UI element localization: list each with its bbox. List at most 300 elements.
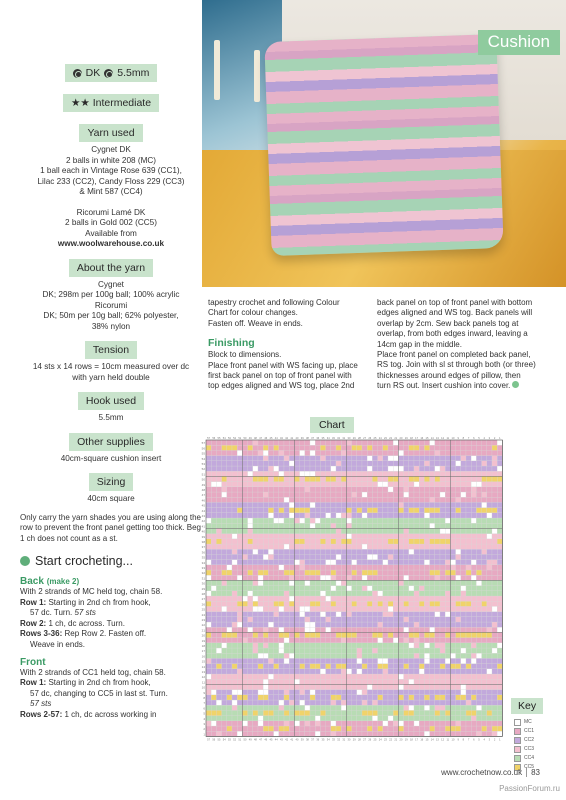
chart-cell bbox=[232, 690, 237, 695]
chart-cell bbox=[492, 539, 497, 544]
chart-cell bbox=[362, 523, 367, 528]
chart-cell bbox=[315, 679, 320, 684]
chart-cell bbox=[471, 627, 476, 632]
chart-cell bbox=[227, 627, 232, 632]
chart-cell bbox=[216, 664, 221, 669]
chart-cell bbox=[357, 450, 362, 455]
chart-cell bbox=[497, 606, 502, 611]
chart-cell bbox=[487, 560, 492, 565]
chart-cell bbox=[497, 466, 502, 471]
chart-cell bbox=[367, 586, 372, 591]
chart-cell bbox=[211, 632, 216, 637]
chart-cell bbox=[268, 669, 273, 674]
chart-cell bbox=[268, 523, 273, 528]
chart-cell bbox=[227, 523, 232, 528]
chart-cell bbox=[258, 617, 263, 622]
chart-cell bbox=[487, 534, 492, 539]
text-line: RS tog. Join with sl st through both (or three) bbox=[377, 360, 536, 370]
chart-cell bbox=[248, 601, 253, 606]
chart-cell bbox=[471, 445, 476, 450]
chart-cell bbox=[263, 523, 268, 528]
chart-cell bbox=[274, 466, 279, 471]
chart-cell bbox=[456, 674, 461, 679]
chart-cell bbox=[336, 575, 341, 580]
chart-cell bbox=[341, 643, 346, 648]
chart-cell bbox=[305, 440, 310, 445]
chart-cell bbox=[456, 440, 461, 445]
chart-cell bbox=[424, 648, 429, 653]
chart-cell bbox=[409, 476, 414, 481]
chart-cell bbox=[393, 518, 398, 523]
chart-cell bbox=[289, 586, 294, 591]
chart-cell bbox=[430, 664, 435, 669]
chart-cell bbox=[336, 560, 341, 565]
chart-cell bbox=[326, 575, 331, 580]
chart-cell bbox=[331, 638, 336, 643]
chart-col-label: 18 bbox=[409, 738, 413, 742]
chart-cell bbox=[450, 539, 455, 544]
chart-cell bbox=[279, 565, 284, 570]
chart-cell bbox=[263, 596, 268, 601]
chart-cell bbox=[289, 674, 294, 679]
chart-cell bbox=[450, 674, 455, 679]
chart-cell bbox=[378, 710, 383, 715]
chart-cell bbox=[315, 580, 320, 585]
chart-cell bbox=[414, 560, 419, 565]
chart-cell bbox=[461, 648, 466, 653]
chart-cell bbox=[268, 554, 273, 559]
chart-cell bbox=[430, 528, 435, 533]
chart-cell bbox=[393, 658, 398, 663]
chart-cell bbox=[383, 638, 388, 643]
chart-cell bbox=[320, 492, 325, 497]
chart-cell bbox=[388, 461, 393, 466]
chart-cell bbox=[341, 513, 346, 518]
chart-cell bbox=[336, 471, 341, 476]
chart-cell bbox=[237, 705, 242, 710]
chart-cell bbox=[242, 534, 247, 539]
chart-cell bbox=[346, 653, 351, 658]
chart-cell bbox=[263, 591, 268, 596]
chart-cell bbox=[497, 476, 502, 481]
chart-cell bbox=[492, 632, 497, 637]
chart-cell bbox=[206, 565, 211, 570]
chart-cell bbox=[409, 502, 414, 507]
chart-cell bbox=[242, 632, 247, 637]
chart-cell bbox=[237, 580, 242, 585]
chart-cell bbox=[336, 440, 341, 445]
chart-cell bbox=[227, 674, 232, 679]
chart-cell bbox=[487, 617, 492, 622]
chart-cell bbox=[216, 653, 221, 658]
chart-cell bbox=[315, 591, 320, 596]
chart-cell bbox=[320, 471, 325, 476]
chart-cell bbox=[284, 518, 289, 523]
chart-cell bbox=[430, 476, 435, 481]
chart-cell bbox=[435, 731, 440, 736]
chart-cell bbox=[456, 549, 461, 554]
chart-cell bbox=[352, 508, 357, 513]
chart-cell bbox=[362, 528, 367, 533]
chart-cell bbox=[305, 612, 310, 617]
chart-cell bbox=[435, 684, 440, 689]
chart-cell bbox=[279, 612, 284, 617]
chart-cell bbox=[445, 440, 450, 445]
chart-cell bbox=[404, 617, 409, 622]
site-url[interactable]: www.crochetnow.co.uk bbox=[441, 768, 523, 777]
chart-cell bbox=[305, 539, 310, 544]
chart-cell bbox=[206, 560, 211, 565]
chart-cell bbox=[300, 716, 305, 721]
chart-cell bbox=[284, 695, 289, 700]
chart-cell bbox=[430, 492, 435, 497]
chart-cell bbox=[388, 440, 393, 445]
chart-cell bbox=[466, 658, 471, 663]
chart-cell bbox=[419, 638, 424, 643]
chart-cell bbox=[445, 534, 450, 539]
chart-cell bbox=[487, 492, 492, 497]
chart-cell bbox=[362, 632, 367, 637]
difficulty-badge bbox=[63, 94, 159, 112]
chart-cell bbox=[341, 721, 346, 726]
chart-cell bbox=[471, 606, 476, 611]
chart-cell bbox=[289, 622, 294, 627]
chart-cell bbox=[294, 726, 299, 731]
chart-cell bbox=[409, 560, 414, 565]
chart-cell bbox=[482, 570, 487, 575]
chart-cell bbox=[466, 643, 471, 648]
chart-cell bbox=[242, 544, 247, 549]
chart-cell bbox=[430, 544, 435, 549]
chart-cell bbox=[435, 710, 440, 715]
chart-cell bbox=[222, 508, 227, 513]
chart-cell bbox=[346, 690, 351, 695]
chart-cell bbox=[227, 565, 232, 570]
chart-cell bbox=[263, 726, 268, 731]
chart-row-label: 15 bbox=[201, 659, 205, 664]
chart-cell bbox=[341, 601, 346, 606]
chart-cell bbox=[263, 445, 268, 450]
chart-cell bbox=[274, 700, 279, 705]
chart-cell bbox=[388, 539, 393, 544]
chart-cell bbox=[424, 674, 429, 679]
chart-cell bbox=[237, 721, 242, 726]
chart-cell bbox=[268, 726, 273, 731]
chart-cell bbox=[419, 549, 424, 554]
chart-cell bbox=[362, 617, 367, 622]
chart-cell bbox=[310, 684, 315, 689]
chart-cell bbox=[430, 726, 435, 731]
chart-cell bbox=[424, 586, 429, 591]
chart-cell bbox=[367, 721, 372, 726]
chart-cell bbox=[274, 539, 279, 544]
chart-cell bbox=[419, 669, 424, 674]
chart-cell bbox=[362, 648, 367, 653]
chart-cell bbox=[268, 606, 273, 611]
chart-cell bbox=[279, 570, 284, 575]
chart-cell bbox=[456, 679, 461, 684]
chart-cell bbox=[497, 705, 502, 710]
chart-cell bbox=[284, 601, 289, 606]
chart-cell bbox=[383, 648, 388, 653]
chart-cell bbox=[435, 705, 440, 710]
chart-cell bbox=[331, 471, 336, 476]
chart-cell bbox=[346, 508, 351, 513]
chart-cell bbox=[357, 695, 362, 700]
chart-cell bbox=[435, 518, 440, 523]
chart-cell bbox=[388, 476, 393, 481]
chart-cell bbox=[497, 695, 502, 700]
chart-cell bbox=[419, 476, 424, 481]
chart-cell bbox=[404, 606, 409, 611]
chart-cell bbox=[461, 705, 466, 710]
chart-cell bbox=[222, 440, 227, 445]
chart-cell bbox=[274, 731, 279, 736]
chart-cell bbox=[242, 674, 247, 679]
chart-cell bbox=[497, 549, 502, 554]
chart-cell bbox=[336, 617, 341, 622]
chart-cell bbox=[466, 570, 471, 575]
chart-cell bbox=[216, 684, 221, 689]
chart-cell bbox=[326, 513, 331, 518]
chart-cell bbox=[336, 534, 341, 539]
chart-cell bbox=[404, 726, 409, 731]
chart-cell bbox=[424, 471, 429, 476]
chart-cell bbox=[466, 601, 471, 606]
chart-cell bbox=[378, 440, 383, 445]
chart-cell bbox=[461, 487, 466, 492]
chart-cell bbox=[222, 471, 227, 476]
chart-cell bbox=[258, 679, 263, 684]
chart-cell bbox=[372, 450, 377, 455]
chart-cell bbox=[341, 560, 346, 565]
chart-cell bbox=[388, 622, 393, 627]
chart-cell bbox=[237, 450, 242, 455]
chart-cell bbox=[398, 684, 403, 689]
chart-cell bbox=[487, 482, 492, 487]
chart-cell bbox=[476, 445, 481, 450]
chart-col-label: 28 bbox=[357, 437, 361, 440]
chart-cell bbox=[440, 487, 445, 492]
chart-cell bbox=[435, 523, 440, 528]
chart-cell bbox=[341, 705, 346, 710]
chart-cell bbox=[300, 591, 305, 596]
chart-cell bbox=[242, 710, 247, 715]
chart-col-label: 20 bbox=[399, 738, 403, 742]
chart-cell bbox=[487, 643, 492, 648]
chart-cell bbox=[336, 544, 341, 549]
chart-cell bbox=[315, 476, 320, 481]
chart-cell bbox=[263, 674, 268, 679]
chart-cell bbox=[284, 466, 289, 471]
chart-row-label: 6 bbox=[203, 706, 205, 711]
chart-cell bbox=[284, 502, 289, 507]
chart-cell bbox=[398, 586, 403, 591]
chart-cell bbox=[279, 456, 284, 461]
chart-cell bbox=[367, 596, 372, 601]
chart-cell bbox=[487, 565, 492, 570]
chart-cell bbox=[315, 664, 320, 669]
chart-cell bbox=[222, 632, 227, 637]
chart-cell bbox=[263, 643, 268, 648]
chart-cell bbox=[466, 518, 471, 523]
chart-cell bbox=[435, 508, 440, 513]
chart-cell bbox=[305, 606, 310, 611]
chart-cell bbox=[482, 456, 487, 461]
chart-cell bbox=[419, 726, 424, 731]
chart-cell bbox=[346, 466, 351, 471]
chart-cell bbox=[378, 492, 383, 497]
chart-row-label: 44 bbox=[201, 508, 205, 513]
chart-cell bbox=[222, 591, 227, 596]
chart-cell bbox=[409, 586, 414, 591]
chart-cell bbox=[248, 679, 253, 684]
chart-row-label: 25 bbox=[201, 607, 205, 612]
chart-cell bbox=[492, 596, 497, 601]
chart-cell bbox=[424, 565, 429, 570]
chart-cell bbox=[476, 700, 481, 705]
chart-row-label: 35 bbox=[201, 555, 205, 560]
chart-cell bbox=[263, 664, 268, 669]
chart-cell bbox=[294, 664, 299, 669]
chart-cell bbox=[482, 684, 487, 689]
chart-cell bbox=[487, 456, 492, 461]
chart-cell bbox=[206, 638, 211, 643]
chart-cell bbox=[352, 596, 357, 601]
chart-cell bbox=[357, 643, 362, 648]
chart-cell bbox=[211, 721, 216, 726]
chart-cell bbox=[253, 695, 258, 700]
chart-cell bbox=[383, 684, 388, 689]
chart-cell bbox=[378, 664, 383, 669]
chart-cell bbox=[222, 674, 227, 679]
chart-cell bbox=[336, 726, 341, 731]
chart-cell bbox=[279, 674, 284, 679]
chart-cell bbox=[367, 617, 372, 622]
chart-cell bbox=[294, 497, 299, 502]
chart-cell bbox=[305, 648, 310, 653]
chart-cell bbox=[398, 570, 403, 575]
chart-cell bbox=[284, 726, 289, 731]
chart-cell bbox=[206, 674, 211, 679]
key-swatch bbox=[514, 728, 521, 735]
chart-cell bbox=[404, 450, 409, 455]
chart-cell bbox=[435, 528, 440, 533]
chart-cell bbox=[279, 596, 284, 601]
chart-cell bbox=[378, 461, 383, 466]
chart-cell bbox=[258, 461, 263, 466]
chart-cell bbox=[300, 674, 305, 679]
chart-cell bbox=[216, 461, 221, 466]
chart-cell bbox=[476, 523, 481, 528]
chart-cell bbox=[331, 632, 336, 637]
chart-cell bbox=[456, 622, 461, 627]
chart-cell bbox=[315, 596, 320, 601]
chart-cell bbox=[305, 591, 310, 596]
chart-cell bbox=[253, 700, 258, 705]
chart-cell bbox=[315, 487, 320, 492]
chart-cell bbox=[393, 638, 398, 643]
chart-cell bbox=[211, 586, 216, 591]
chart-cell bbox=[482, 664, 487, 669]
chart-cell bbox=[248, 638, 253, 643]
chart-cell bbox=[216, 471, 221, 476]
chart-cell bbox=[445, 653, 450, 658]
chart-cell bbox=[435, 471, 440, 476]
chart-cell bbox=[492, 471, 497, 476]
chart-cell bbox=[367, 440, 372, 445]
chart-cell bbox=[284, 653, 289, 658]
chart-cell bbox=[315, 554, 320, 559]
chart-cell bbox=[320, 617, 325, 622]
chart-cell bbox=[352, 622, 357, 627]
chart-cell bbox=[445, 690, 450, 695]
chart-cell bbox=[482, 606, 487, 611]
chart-cell bbox=[227, 575, 232, 580]
chart-cell bbox=[409, 601, 414, 606]
chart-cell bbox=[383, 612, 388, 617]
chart-cell bbox=[393, 690, 398, 695]
chart-cell bbox=[211, 523, 216, 528]
chart-cell bbox=[367, 450, 372, 455]
chart-cell bbox=[310, 731, 315, 736]
chart-cell bbox=[414, 461, 419, 466]
chart-cell bbox=[398, 575, 403, 580]
chart-cell bbox=[388, 632, 393, 637]
chart-cell bbox=[476, 570, 481, 575]
chart-cell bbox=[367, 554, 372, 559]
chart-cell bbox=[263, 513, 268, 518]
chart-cell bbox=[206, 622, 211, 627]
chart-col-label: 20 bbox=[399, 437, 403, 440]
chart-cell bbox=[206, 523, 211, 528]
chart-cell bbox=[466, 705, 471, 710]
chart-cell bbox=[268, 476, 273, 481]
chart-cell bbox=[248, 554, 253, 559]
chart-cell bbox=[242, 679, 247, 684]
chart-cell bbox=[237, 684, 242, 689]
chart-cell bbox=[440, 513, 445, 518]
chart-cell bbox=[445, 450, 450, 455]
chart-cell bbox=[450, 596, 455, 601]
chart-cell bbox=[263, 518, 268, 523]
chart-cell bbox=[357, 586, 362, 591]
chart-cell bbox=[216, 497, 221, 502]
chart-cell bbox=[300, 497, 305, 502]
chart-cell bbox=[248, 534, 253, 539]
chart-cell bbox=[227, 570, 232, 575]
chart-cell bbox=[341, 658, 346, 663]
chart-cell bbox=[222, 596, 227, 601]
chart-cell bbox=[300, 664, 305, 669]
supplier-link[interactable]: www.woolwarehouse.co.uk bbox=[57, 239, 165, 248]
chart-cell bbox=[476, 731, 481, 736]
chart-cell bbox=[294, 570, 299, 575]
chart-cell bbox=[279, 638, 284, 643]
chart-cell bbox=[274, 580, 279, 585]
chart-cell bbox=[248, 695, 253, 700]
chart-cell bbox=[331, 560, 336, 565]
chart-col-label: 7 bbox=[467, 437, 470, 440]
chart-cell bbox=[310, 544, 315, 549]
chart-cell bbox=[300, 601, 305, 606]
chart-cell bbox=[232, 466, 237, 471]
chart-col-label: 35 bbox=[321, 738, 325, 742]
chart-cell bbox=[372, 601, 377, 606]
chart-cell bbox=[248, 669, 253, 674]
chart-cell bbox=[419, 575, 424, 580]
chart-cell bbox=[274, 658, 279, 663]
